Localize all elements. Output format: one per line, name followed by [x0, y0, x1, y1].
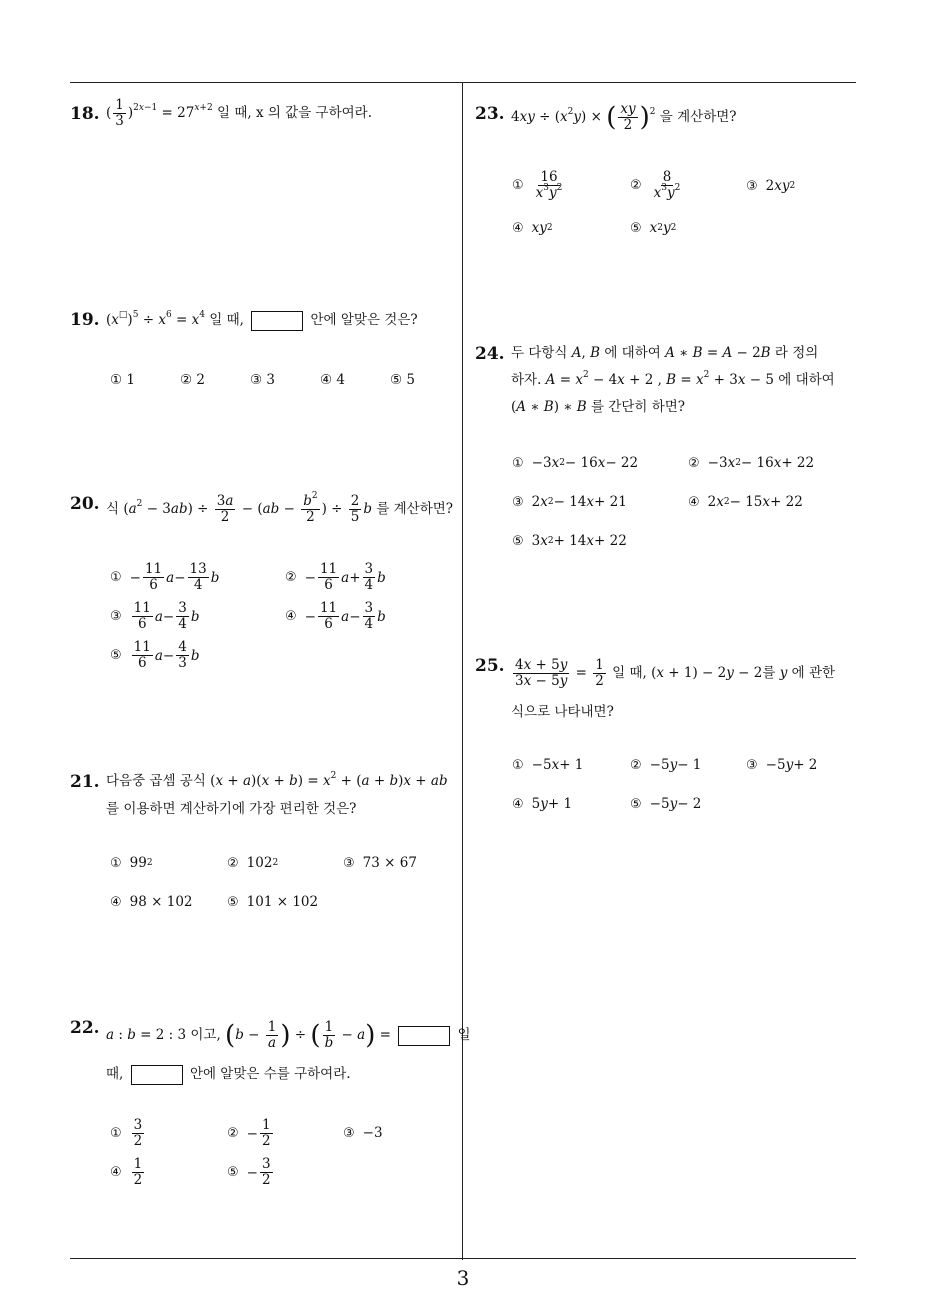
choice-5: ⑤ 11 6 a − 4 3 b [110, 639, 200, 671]
choice-3: ③ 2 x 2 − 14 x + 21 [512, 494, 627, 510]
question-text-line2: 식으로 나타내면? [511, 704, 614, 720]
question-number: 21. [70, 772, 100, 792]
choice-3: ③ 3 [250, 372, 275, 388]
top-rule [70, 82, 856, 83]
choice-3: ③ 2 xy 2 [746, 178, 796, 194]
question-text: a : b = 2 : 3 이고, (b − $\frac{1}{a}$ ) ÷ ( $\frac{1}{b}$ − a) = 일 [106, 1019, 471, 1051]
choice-2: ② 2 [180, 372, 205, 388]
choice-4: ④ 98 × 102 [110, 894, 193, 910]
question-number: 20. [70, 494, 100, 514]
choice-2: ② − 11 6 a + 3 4 b [285, 561, 386, 593]
choice-4: ④ xy 2 [512, 220, 553, 236]
answer-box [251, 311, 303, 331]
choice-5: ⑤ −5 y − 2 [630, 796, 702, 812]
choice-2: ② 102 2 [227, 855, 279, 871]
choice-1: ① 16 $x^3y^2$ [512, 169, 563, 201]
choice-4: ④ 4 [320, 372, 345, 388]
question-text: 두 다항식 A, B 에 대하여 A ∗ B = A − 2B 라 정의 하자. $A = x^2 - 4x + 2$ , $B = x^2 + 3x - 5$ 에 대하여 (A ∗ B) ∗ B 를 간단히 하면? [511, 345, 835, 415]
choice-4: ④ 1 2 [110, 1156, 143, 1188]
choice-1: ① 3 2 [110, 1117, 143, 1149]
choice-5: ⑤ 3 x 2 + 14 x + 22 [512, 533, 627, 549]
question-text-line2: 때, 안에 알맞은 수를 구하여라. [106, 1060, 351, 1088]
choice-2: ② − 1 2 [227, 1117, 271, 1149]
question-text: 다음중 곱셈 공식 $(x + a)(x + b) = x^2 + (a + b)x$ + ab 를 이용하면 계산하기에 가장 편리한 것은? [106, 771, 448, 817]
choice-3: ③ −5 y + 2 [746, 757, 818, 773]
choice-1: ① −3 x 2 − 16 x − 22 [512, 455, 639, 471]
choice-1: ① −5 x + 1 [512, 757, 584, 773]
choice-2: ② 8 $x^3y^2$ [630, 169, 681, 201]
question-number: 18. [70, 104, 100, 124]
answer-box [398, 1026, 450, 1046]
question-text: $\frac{4x + 5y}{3x - 5y}$ = $\frac{1}{2}$ 일 때, (x + 1) − 2y − 2를 y 에 관한 [515, 657, 836, 689]
choice-2: ② −5 y − 1 [630, 757, 702, 773]
choice-4: ④ 2 x 2 − 15 x + 22 [688, 494, 803, 510]
question-number: 19. [70, 310, 100, 330]
choice-4: ④ 5 y + 1 [512, 796, 573, 812]
question-number: 24. [475, 344, 505, 364]
choice-3: ③ 73 × 67 [343, 855, 417, 871]
question-number: 23. [475, 104, 505, 124]
answer-box [131, 1065, 183, 1085]
question-text: $4xy \div (x^2y)$ × ( $\frac{xy}{2}$ )$^2$ 을 계산하면? [511, 101, 737, 133]
question-text: ( $\frac{1}{3}$ )$^{2x-1} = 27^{x+2}$ 일 때, x 의 값을 구하여라. [106, 97, 373, 129]
choice-4: ④ − 11 6 a − 3 4 b [285, 600, 386, 632]
choice-2: ② −3 x 2 − 16 x + 22 [688, 455, 815, 471]
choice-5: ⑤ − 3 2 [227, 1156, 271, 1188]
choice-1: ① 99 2 [110, 855, 153, 871]
question-number: 25. [475, 656, 505, 676]
column-divider [462, 83, 463, 1260]
choice-3: ③ −3 [343, 1125, 383, 1141]
choice-1: ① − 11 6 a − 13 4 b [110, 561, 220, 593]
choice-3: ③ 11 6 a − 3 4 b [110, 600, 200, 632]
choice-5: ⑤ x 2 y 2 [630, 220, 677, 236]
choice-5: ⑤ 5 [390, 372, 415, 388]
page-number: 3 [456, 1266, 470, 1290]
bottom-rule [70, 1258, 856, 1259]
choice-1: ① 1 [110, 372, 135, 388]
question-text: $(x^□)^5 \div x^6 = x^4$ 일 때, 안에 알맞은 것은? [106, 306, 418, 334]
choice-5: ⑤ 101 × 102 [227, 894, 319, 910]
question-text: 식 $(a^2 - 3ab)$ ÷ $\frac{3a}{2}$ − (ab − $\frac{b^2}{2}$ ) ÷ $\frac{2}{5}$ b 를 계산하면? [106, 491, 454, 525]
question-number: 22. [70, 1018, 100, 1038]
